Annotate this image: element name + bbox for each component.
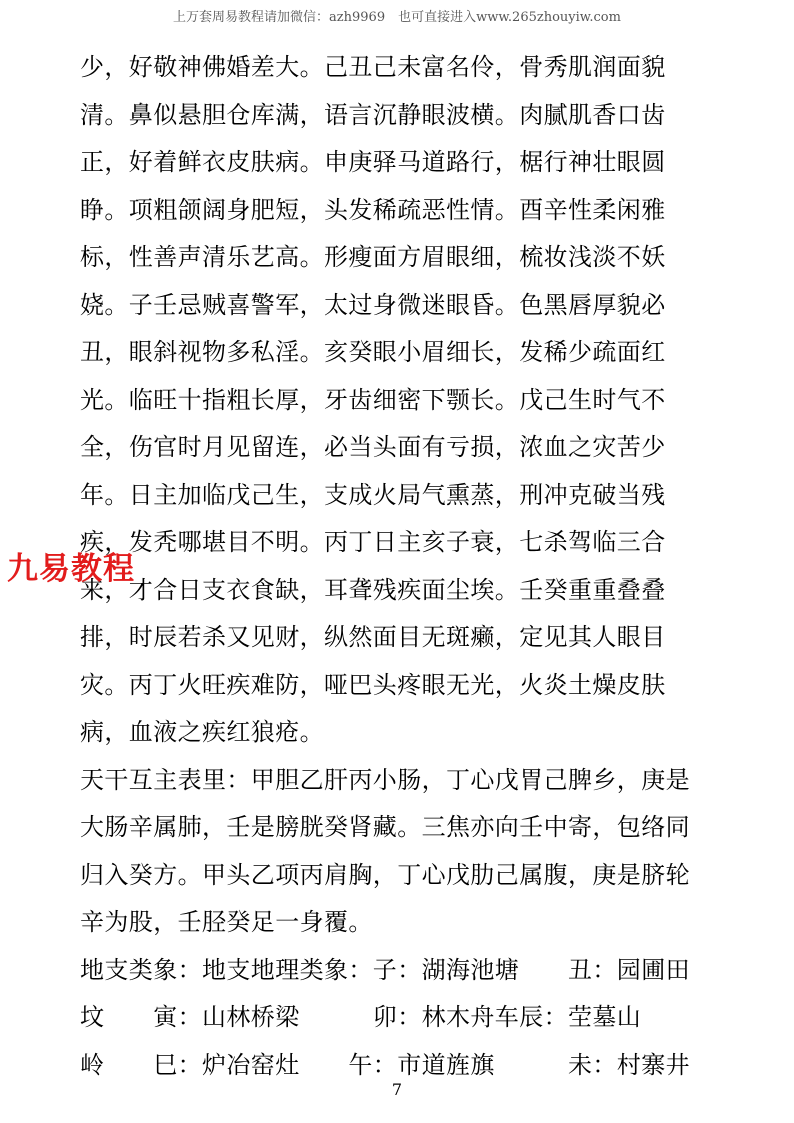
text-line: 光。临旺十指粗长厚，牙齿细密下颚长。戊己生时气不 [80,385,666,414]
page-header: 上万套周易教程请加微信：azh9969 也可直接进入www.265zhouyiw.com [173,10,621,25]
body-text [80,44,720,1089]
text-line: 娆。子壬忌贼喜警军，太过身微迷眼昏。色黑唇厚貌必 [80,290,666,319]
text-line: 少，好敬神佛婚差大。己丑己未富名伶，骨秀肌润面貌 [80,53,666,81]
text-line: 排，时辰若杀又见财，纵然面目无斑癞，定见其人眼目 [80,623,666,651]
text-line: 天干互主表里：甲胆乙肝丙小肠，丁心戊胃己脾乡，庚是 [80,765,690,794]
text-line: 岭 巳：炉冶窑灶 午：市道旌旗 未：村寨井 [80,1050,690,1079]
text-line: 全，伤官时月见留连，必当头面有亏损，浓血之灾苦少 [80,433,666,461]
text-line: 年。日主加临戊己生，支成火局气熏蒸，刑冲克破当残 [80,480,666,509]
text-line: 大肠辛属肺，壬是膀胱癸肾藏。三焦亦向壬中寄，包络同 [80,813,690,841]
text-line: 睁。项粗颌阔身肥短，头发稀疏恶性情。酉辛性柔闲雅 [80,195,666,224]
text-line: 疾，发秃哪堪目不明。丙丁日主亥子衰，七杀驾临三合 [80,528,666,556]
text-line: 来，才合日支衣食缺，耳聋残疾面尘埃。壬癸重重叠叠 [80,575,666,604]
text-line: 丑，眼斜视物多私淫。亥癸眼小眉细长，发稀少疏面红 [80,338,666,366]
text-line: 清。鼻似悬胆仓库满，语言沉静眼波横。肉腻肌香口齿 [80,100,666,129]
text-line: 灾。丙丁火旺疾难防，哑巴头疼眼无光，火炎土燥皮肤 [80,670,666,699]
text-line: 归入癸方。甲头乙项丙肩胸，丁心戊肋己属腹，庚是脐轮 [80,860,690,889]
text-line: 地支类象：地支地理类象：子：湖海池塘 丑：园圃田 [80,955,690,984]
text-line: 辛为股，壬胫癸足一身覆。 [80,908,373,936]
text-line: 标，性善声清乐艺高。形瘦面方眉眼细，梳妆浅淡不妖 [80,243,666,271]
text-line: 坟 寅：山林桥梁 卯：林木舟车辰：茔墓山 [80,1003,642,1031]
page-number: 7 [391,1080,403,1099]
text-line: 正，好着鲜衣皮肤病。申庚驿马道路行，椐行神壮眼圆 [80,148,666,176]
text-line: 病，血液之疾红狼疮。 [80,718,324,746]
watermark-logo: 九易教程 [7,551,135,587]
